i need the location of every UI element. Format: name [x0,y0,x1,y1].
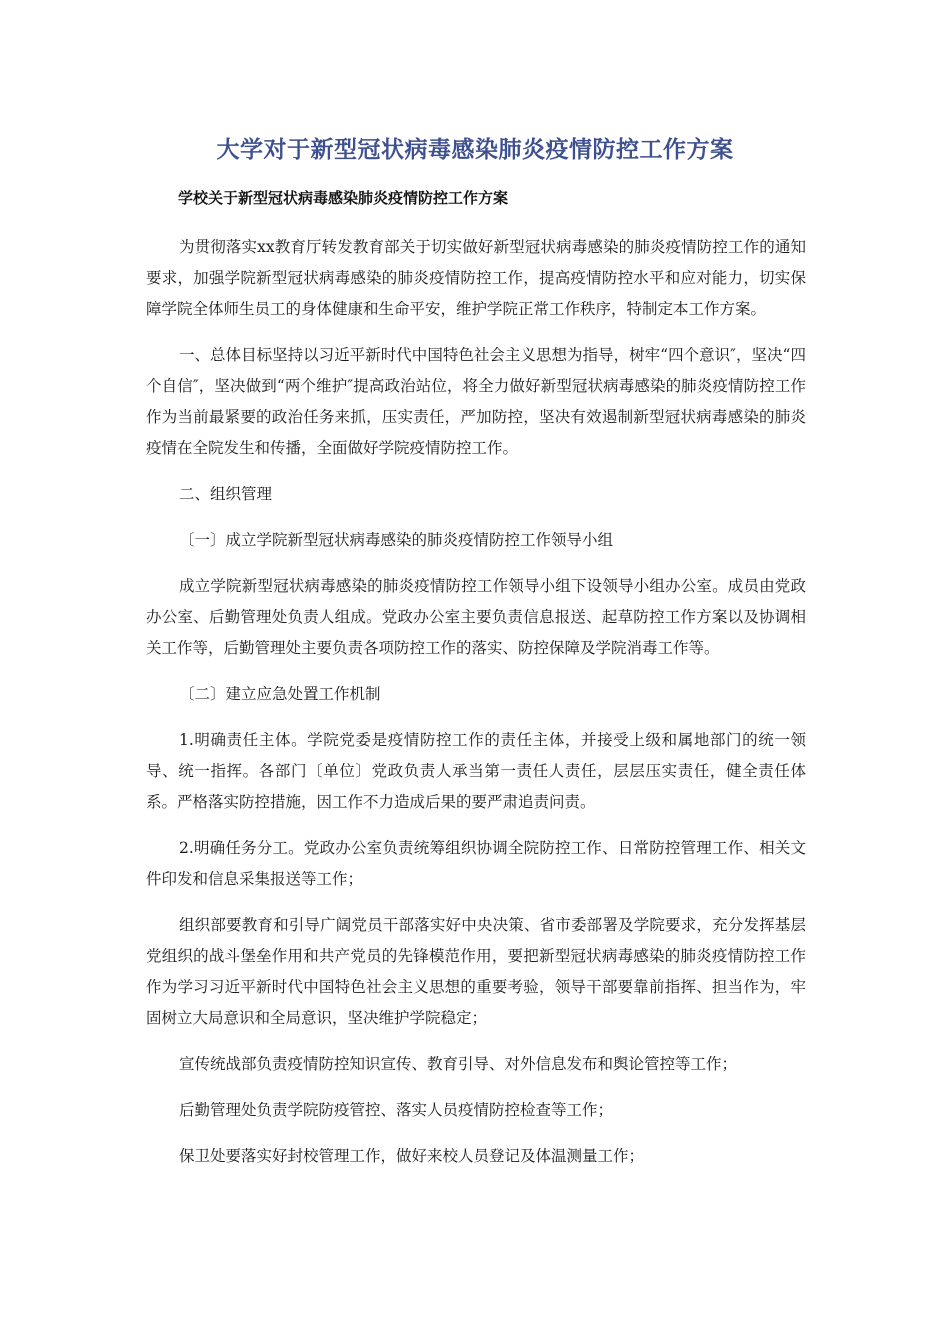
document-title: 大学对于新型冠状病毒感染肺炎疫情防控工作方案 [216,137,734,163]
paragraph-security-dept: 保卫处要落实好封校管理工作，做好来校人员登记及体温测量工作； [179,1147,645,1165]
paragraph-intro: 为贯彻落实xx教育厅转发教育部关于切实做好新型冠状病毒感染的肺炎疫情防控工作的通知要求，加强学院新型冠状病毒感染的肺炎疫情防控工作，提高疫情防控水平和应对能力，切实保障学院全体师生员工的身体健康和生命平安，维护学院正常工作秩序，特制定本工作方案。 [146,238,806,318]
paragraph-logistics-dept: 后勤管理处负责学院防疫管控、落实人员疫情防控检查等工作； [179,1101,614,1119]
paragraph-responsibility: 1.明确责任主体。学院党委是疫情防控工作的责任主体，并接受上级和属地部门的统一领导、统一指挥。各部门〔单位〕党政负责人承当第一责任人责任，层层压实责任，健全责任体系。严格落实防控措施，因工作不力造成后果的要严肃追责问责。 [146,731,806,811]
paragraph-organization-dept: 组织部要教育和引导广阔党员干部落实好中央决策、省市委部署及学院要求，充分发挥基层党组织的战斗堡垒作用和共产党员的先锋模范作用，要把新型冠状病毒感染的肺炎疫情防控工作作为学习习近平新时代中国特色社会主义思想的重要考验，领导干部要靠前指挥、担当作为，牢固树立大局意识和全局意识，坚决维护学院稳定； [146,916,806,1027]
heading-subsection-2-2: 〔二〕建立应急处置工作机制 [179,685,381,703]
document-subtitle: 学校关于新型冠状病毒感染肺炎疫情防控工作方案 [178,189,509,207]
document-body [146,232,806,1187]
paragraph-task-division: 2.明确任务分工。党政办公室负责统筹组织协调全院防控工作、日常防控管理工作、相关文件印发和信息采集报送等工作； [146,839,806,888]
paragraph-leading-group: 成立学院新型冠状病毒感染的肺炎疫情防控工作领导小组下设领导小组办公室。成员由党政办公室、后勤管理处负责人组成。党政办公室主要负责信息报送、起草防控工作方案以及协调相关工作等，后勤管理处主要负责各项防控工作的落实、防控保障及学院消毒工作等。 [146,577,806,657]
heading-subsection-2-1: 〔一〕成立学院新型冠状病毒感染的肺炎疫情防控工作领导小组 [179,531,614,549]
heading-section-2: 二、组织管理 [179,485,273,503]
paragraph-section-1-goal: 一、总体目标坚持以习近平新时代中国特色社会主义思想为指导，树牢“四个意识″，坚决“四个自信″，坚决做到“两个维护″提高政治站位，将全力做好新型冠状病毒感染的肺炎疫情防控工作作为当前最紧要的政治任务来抓，压实责任，严加防控，坚决有效遏制新型冠状病毒感染的肺炎疫情在全院发生和传播，全面做好学院疫情防控工作。 [146,346,806,457]
paragraph-publicity-dept: 宣传统战部负责疫情防控知识宣传、教育引导、对外信息发布和舆论管控等工作； [179,1055,738,1073]
